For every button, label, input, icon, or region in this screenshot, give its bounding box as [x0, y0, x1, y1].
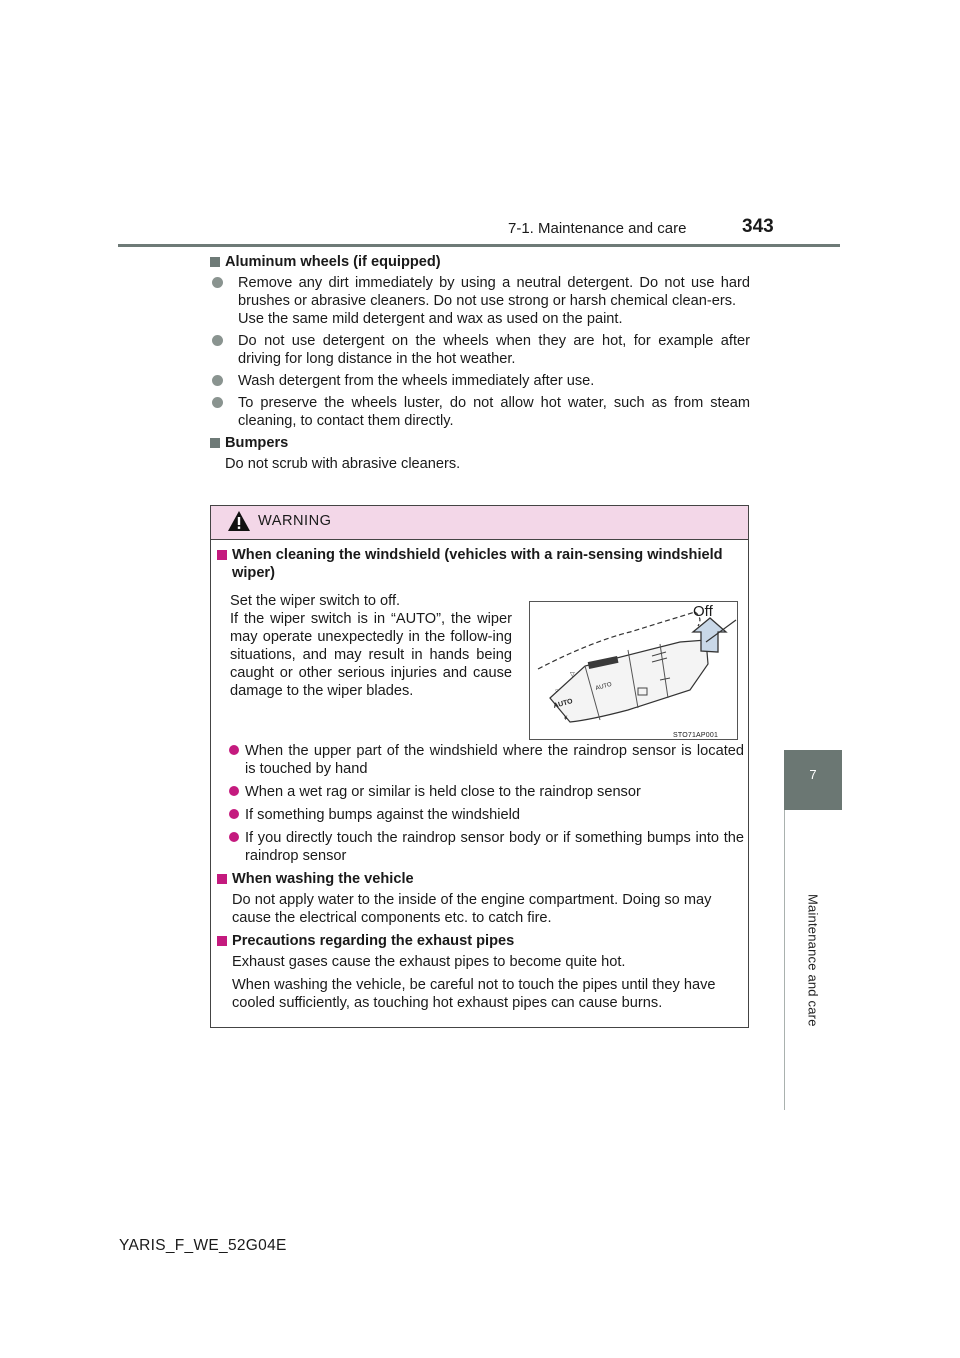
svg-text:▽: ▽ — [570, 672, 575, 678]
exhaust-text: Exhaust gases cause the exhaust pipes to become quite hot. — [232, 954, 626, 970]
wiper-switch-illustration — [530, 602, 737, 739]
list-item — [217, 829, 744, 865]
chapter-title-tab — [784, 810, 842, 1110]
list-item-text: To preserve the wheels luster, do not allow hot water, such as from steam cleaning, to contact them directly. — [238, 395, 750, 429]
circle-bullet-icon — [229, 832, 239, 842]
square-bullet-icon — [210, 257, 220, 267]
windshield-intro — [217, 592, 744, 742]
windshield-intro-text — [230, 592, 512, 700]
intro-line: If the wiper switch is in “AUTO”, the wiper may operate unexpectedly in the follow-ing situations, and may result in hands being caught or other serious injuries and cause damage to the wiper blades. — [230, 611, 512, 699]
section-washing — [217, 870, 744, 888]
warning-header — [211, 506, 748, 540]
page-number: 343 — [742, 216, 774, 237]
section-title: Aluminum wheels (if equipped) — [225, 254, 441, 270]
section-exhaust — [217, 932, 744, 950]
exhaust-text: When washing the vehicle, be careful not to touch the pipes until they have cooled sufficiently, as touching hot exhaust pipes can cause burns. — [232, 977, 716, 1011]
warning-title: WARNING — [258, 513, 332, 529]
section-title: Bumpers — [225, 435, 289, 451]
list-item-text: When a wet rag or similar is held close to the raindrop sensor — [245, 784, 641, 800]
circle-bullet-icon — [229, 809, 239, 819]
main-content — [210, 253, 750, 477]
list-item-text: If you directly touch the raindrop sensor body or if something bumps into the raindrop sensor — [245, 830, 744, 864]
circle-bullet-icon — [212, 335, 223, 346]
square-bullet-icon — [210, 438, 220, 448]
circle-bullet-icon — [212, 397, 223, 408]
list-item-text: Do not use detergent on the wheels when they are hot, for example after driving for long distance in the hot weather. — [238, 333, 750, 367]
circle-bullet-icon — [212, 375, 223, 386]
list-item — [217, 806, 744, 824]
svg-text:AUTO: AUTO — [594, 681, 613, 692]
washing-text: Do not apply water to the inside of the engine compartment. Doing so may cause the electrical components etc. to catch fire. — [232, 892, 712, 926]
list-item-text: If something bumps against the windshield — [245, 807, 521, 823]
list-item — [217, 742, 744, 778]
document-code: YARIS_F_WE_52G04E — [119, 1237, 287, 1254]
figure-label-off: Off — [693, 603, 713, 620]
svg-text:¥: ¥ — [564, 716, 568, 722]
square-bullet-icon — [217, 874, 227, 884]
svg-text:AUTO: AUTO — [552, 698, 574, 710]
warning-box — [210, 505, 749, 1028]
section-title: Precautions regarding the exhaust pipes — [232, 933, 515, 949]
warning-body — [217, 546, 744, 1017]
square-bullet-icon — [217, 550, 227, 560]
list-item — [210, 332, 750, 368]
circle-bullet-icon — [229, 786, 239, 796]
header-section-title: 7-1. Maintenance and care — [508, 220, 687, 237]
bumpers-text: Do not scrub with abrasive cleaners. — [225, 456, 461, 472]
list-item-text: Use the same mild detergent and wax as used on the paint. — [238, 311, 623, 327]
list-item — [210, 274, 750, 328]
section-aluminum-wheels — [210, 253, 750, 271]
chapter-number-tab: 7 — [784, 750, 842, 810]
list-item-text: Remove any dirt immediately by using a neutral detergent. Do not use hard brushes or abrasive cleaners. Do not use strong or harsh chemical clean-ers. — [238, 275, 750, 309]
chapter-title: Maintenance and care — [805, 893, 821, 1027]
section-windshield — [217, 546, 744, 582]
warning-triangle-icon — [227, 510, 251, 532]
list-item — [210, 372, 750, 390]
svg-text:○: ○ — [555, 688, 559, 694]
list-item — [210, 394, 750, 430]
list-item-text: When the upper part of the windshield where the raindrop sensor is located is touched by hand — [245, 743, 744, 777]
list-item-text: Wash detergent from the wheels immediately after use. — [238, 373, 595, 389]
figure-code: STO71AP001 — [673, 732, 719, 739]
section-bumpers — [210, 434, 750, 452]
list-item — [217, 783, 744, 801]
section-title: When cleaning the windshield (vehicles with a rain-sensing windshield wiper) — [232, 547, 723, 581]
section-title: When washing the vehicle — [232, 871, 414, 887]
header-divider — [118, 244, 840, 247]
square-bullet-icon — [217, 936, 227, 946]
circle-bullet-icon — [229, 745, 239, 755]
circle-bullet-icon — [212, 277, 223, 288]
wiper-switch-figure — [529, 601, 738, 740]
intro-line: Set the wiper switch to off. — [230, 593, 401, 609]
